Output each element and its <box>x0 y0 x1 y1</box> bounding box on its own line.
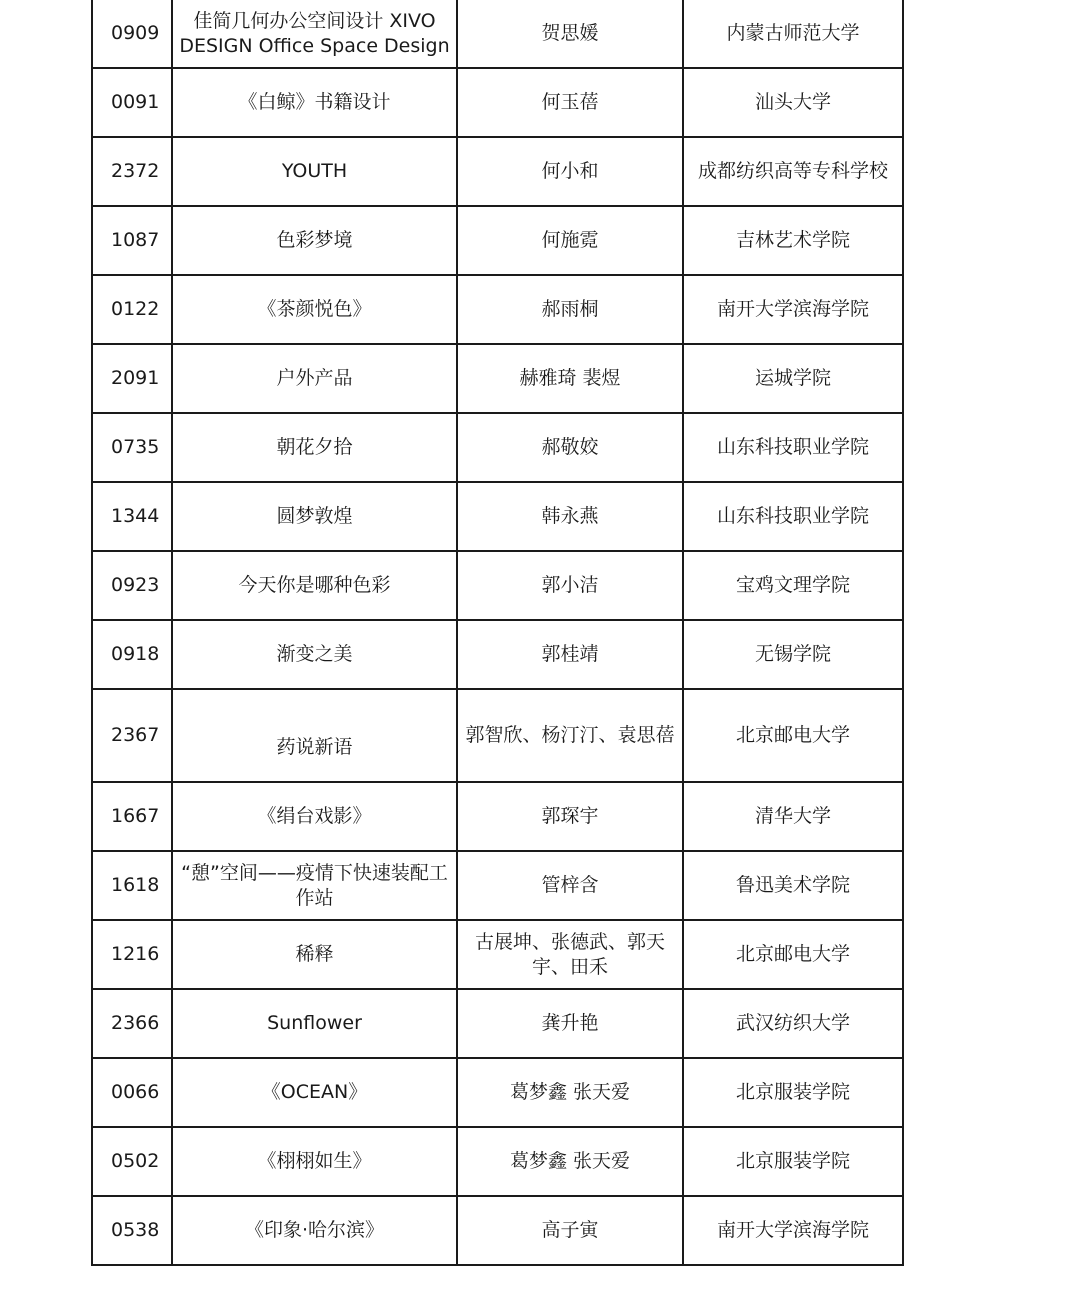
table-row <box>92 989 903 1058</box>
author-name: 郝敬姣 <box>457 413 683 482</box>
entry-id: 0091 <box>92 68 172 137</box>
author-name: 郭智欣、杨汀汀、袁思蓓 <box>457 689 683 782</box>
author-name: 高子寅 <box>457 1196 683 1265</box>
work-title: 稀释 <box>172 920 457 989</box>
author-name: 郭琛宇 <box>457 782 683 851</box>
table-row <box>92 275 903 344</box>
table-row <box>92 482 903 551</box>
results-table-sheet <box>91 0 902 1266</box>
author-name: 管梓含 <box>457 851 683 920</box>
work-title: Sunflower <box>172 989 457 1058</box>
work-title: 《白鲸》书籍设计 <box>172 68 457 137</box>
entry-id: 2367 <box>92 689 172 782</box>
author-name: 何小和 <box>457 137 683 206</box>
school-name: 北京邮电大学 <box>683 689 903 782</box>
school-name: 鲁迅美术学院 <box>683 851 903 920</box>
entry-id: 1216 <box>92 920 172 989</box>
entry-id: 0502 <box>92 1127 172 1196</box>
work-title: 色彩梦境 <box>172 206 457 275</box>
table-row <box>92 551 903 620</box>
work-title: 渐变之美 <box>172 620 457 689</box>
school-name: 南开大学滨海学院 <box>683 1196 903 1265</box>
author-name: 郝雨桐 <box>457 275 683 344</box>
table-row <box>92 413 903 482</box>
author-name: 葛梦鑫 张天爱 <box>457 1127 683 1196</box>
work-title: 《茶颜悦色》 <box>172 275 457 344</box>
school-name: 清华大学 <box>683 782 903 851</box>
school-name: 运城学院 <box>683 344 903 413</box>
school-name: 南开大学滨海学院 <box>683 275 903 344</box>
table-row <box>92 206 903 275</box>
work-title: 药说新语 <box>172 689 457 782</box>
entry-id: 1087 <box>92 206 172 275</box>
entry-id: 2366 <box>92 989 172 1058</box>
work-title: 《栩栩如生》 <box>172 1127 457 1196</box>
entry-id: 1618 <box>92 851 172 920</box>
school-name: 宝鸡文理学院 <box>683 551 903 620</box>
table-row <box>92 0 903 68</box>
entry-id: 0066 <box>92 1058 172 1127</box>
author-name: 何玉蓓 <box>457 68 683 137</box>
table-row <box>92 782 903 851</box>
school-name: 成都纺织高等专科学校 <box>683 137 903 206</box>
work-title: 《绢台戏影》 <box>172 782 457 851</box>
table-row <box>92 344 903 413</box>
school-name: 武汉纺织大学 <box>683 989 903 1058</box>
entry-id: 0735 <box>92 413 172 482</box>
author-name: 贺思媛 <box>457 0 683 68</box>
school-name: 北京服装学院 <box>683 1127 903 1196</box>
work-title: 《OCEAN》 <box>172 1058 457 1127</box>
entry-id: 0918 <box>92 620 172 689</box>
table-row <box>92 851 903 920</box>
author-name: 郭桂靖 <box>457 620 683 689</box>
author-name: 赫雅琦 裴煜 <box>457 344 683 413</box>
work-title: 圆梦敦煌 <box>172 482 457 551</box>
entry-id: 1344 <box>92 482 172 551</box>
entry-id: 0923 <box>92 551 172 620</box>
entry-id: 2372 <box>92 137 172 206</box>
table-row <box>92 1058 903 1127</box>
school-name: 汕头大学 <box>683 68 903 137</box>
results-table <box>91 0 904 1266</box>
work-title: 朝花夕拾 <box>172 413 457 482</box>
author-name: 龚升艳 <box>457 989 683 1058</box>
table-row <box>92 1127 903 1196</box>
entry-id: 1667 <box>92 782 172 851</box>
work-title: “憩”空间——疫情下快速装配工作站 <box>172 851 457 920</box>
table-row <box>92 68 903 137</box>
work-title: 今天你是哪种色彩 <box>172 551 457 620</box>
table-row <box>92 689 903 782</box>
school-name: 北京服装学院 <box>683 1058 903 1127</box>
author-name: 何施霓 <box>457 206 683 275</box>
author-name: 韩永燕 <box>457 482 683 551</box>
entry-id: 0538 <box>92 1196 172 1265</box>
entry-id: 2091 <box>92 344 172 413</box>
work-title: 佳简几何办公空间设计 XIVO DESIGN Office Space Design <box>172 0 457 68</box>
table-row <box>92 1196 903 1265</box>
school-name: 无锡学院 <box>683 620 903 689</box>
school-name: 吉林艺术学院 <box>683 206 903 275</box>
table-row <box>92 920 903 989</box>
school-name: 北京邮电大学 <box>683 920 903 989</box>
entry-id: 0909 <box>92 0 172 68</box>
school-name: 内蒙古师范大学 <box>683 0 903 68</box>
school-name: 山东科技职业学院 <box>683 413 903 482</box>
author-name: 古展坤、张德武、郭天宇、田禾 <box>457 920 683 989</box>
work-title: 户外产品 <box>172 344 457 413</box>
author-name: 葛梦鑫 张天爱 <box>457 1058 683 1127</box>
author-name: 郭小洁 <box>457 551 683 620</box>
table-row <box>92 137 903 206</box>
school-name: 山东科技职业学院 <box>683 482 903 551</box>
work-title: 《印象·哈尔滨》 <box>172 1196 457 1265</box>
table-row <box>92 620 903 689</box>
work-title: YOUTH <box>172 137 457 206</box>
entry-id: 0122 <box>92 275 172 344</box>
